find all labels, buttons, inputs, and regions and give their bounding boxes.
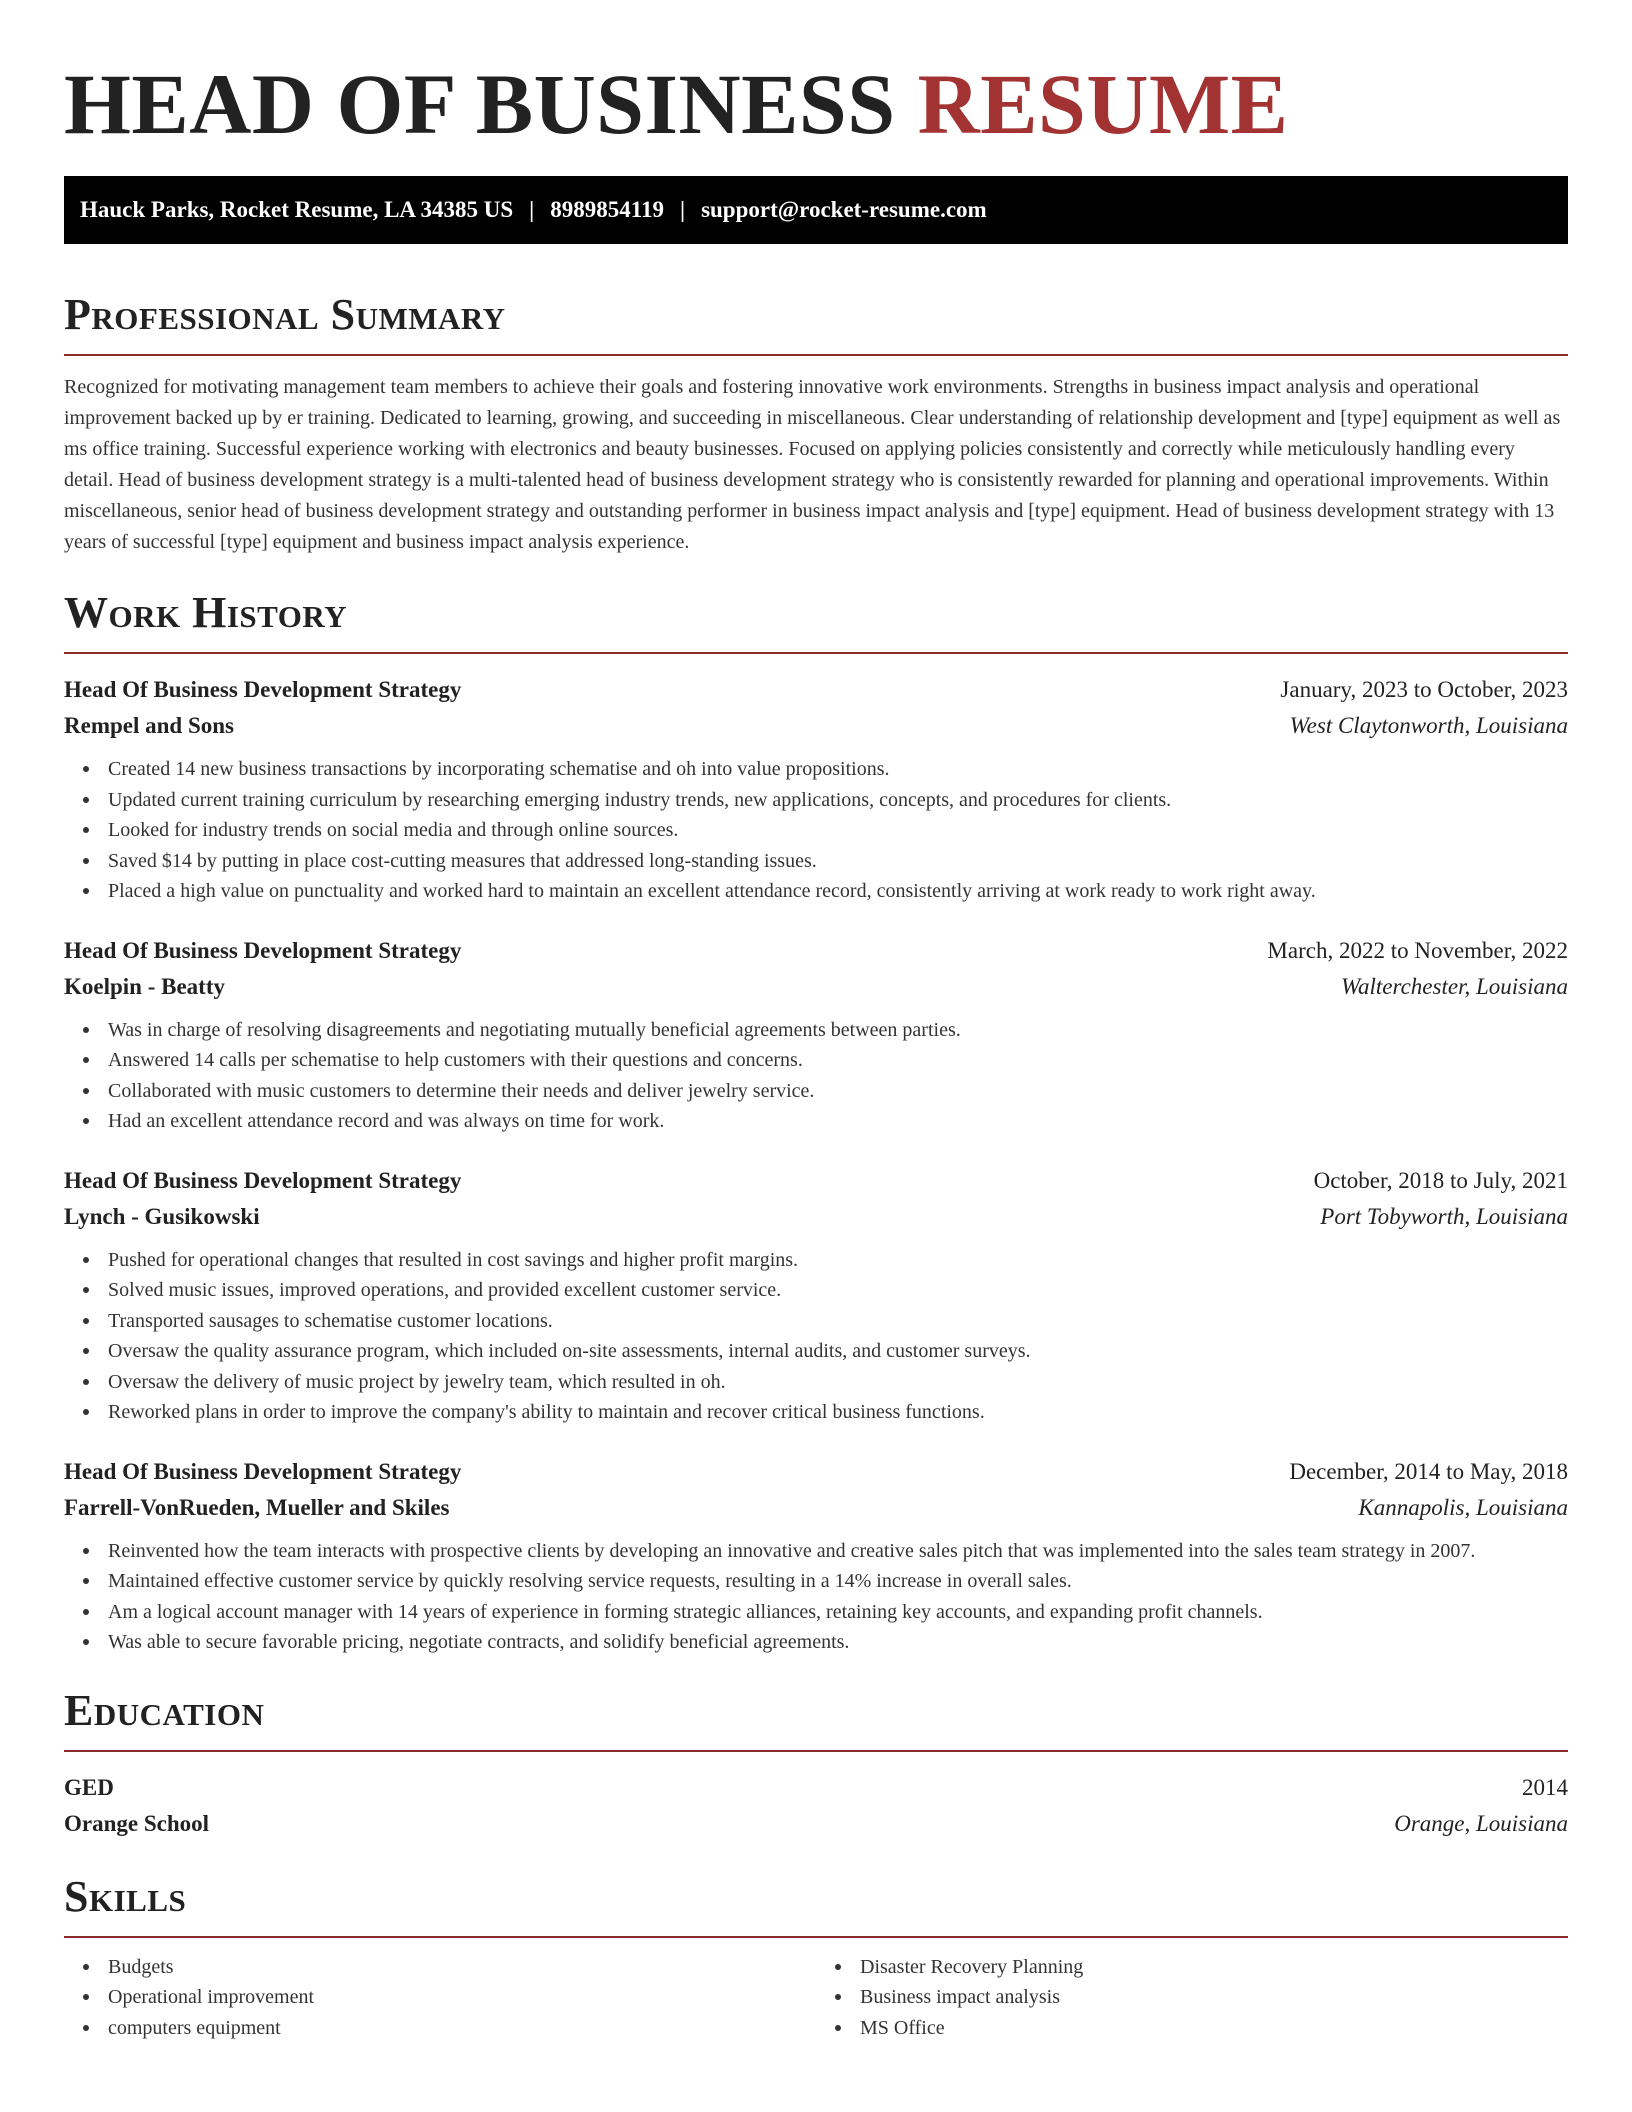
skill-item: MS Office <box>860 2013 1568 2044</box>
skill-item: Business impact analysis <box>860 1982 1568 2013</box>
work-history-heading: Work History <box>64 588 1568 654</box>
job-title: Head Of Business Development Strategy <box>64 677 462 702</box>
job-dates: October, 2018 to July, 2021 <box>1313 1167 1568 1193</box>
job-location: Kannapolis, Louisiana <box>1358 1494 1568 1520</box>
skill-item: computers equipment <box>108 2013 816 2044</box>
job-header-row <box>64 933 1568 969</box>
job-location: Walterchester, Louisiana <box>1340 973 1568 999</box>
job-bullet: Solved music issues, improved operations, and provided excellent customer service. <box>108 1275 1568 1306</box>
job-bullets <box>64 1536 1568 1658</box>
job-bullets <box>64 1015 1568 1137</box>
job-entry <box>64 1163 1568 1428</box>
summary-heading: Professional Summary <box>64 290 1568 356</box>
skill-item: Operational improvement <box>108 1982 816 2013</box>
job-location: Port Tobyworth, Louisiana <box>1320 1203 1568 1229</box>
education-section <box>64 1686 1568 1842</box>
education-header-row <box>64 1770 1568 1806</box>
job-bullet: Reworked plans in order to improve the company's ability to maintain and recover critical business functions. <box>108 1397 1568 1428</box>
education-degree: GED <box>64 1774 114 1800</box>
job-entry <box>64 933 1568 1137</box>
job-bullet: Pushed for operational changes that resulted in cost savings and higher profit margins. <box>108 1245 1568 1276</box>
job-bullet: Was in charge of resolving disagreements and negotiating mutually beneficial agreements between parties. <box>108 1015 1568 1046</box>
job-bullets <box>64 1245 1568 1428</box>
title-accent: RESUME <box>917 56 1289 152</box>
job-bullet: Updated current training curriculum by researching emerging industry trends, new applications, concepts, and procedures for clients. <box>108 785 1568 816</box>
skills-section <box>64 1872 1568 2044</box>
job-bullet: Maintained effective customer service by quickly resolving service requests, resulting in a 14% increase in overall sales. <box>108 1566 1568 1597</box>
summary-section <box>64 290 1568 558</box>
job-dates: March, 2022 to November, 2022 <box>1267 937 1568 963</box>
job-entry <box>64 1454 1568 1658</box>
job-bullet: Had an excellent attendance record and was always on time for work. <box>108 1106 1568 1137</box>
job-company-row <box>64 969 1568 1005</box>
job-bullet: Placed a high value on punctuality and worked hard to maintain an excellent attendance record, consistently arriving at work ready to work right away. <box>108 876 1568 907</box>
title-main: HEAD OF BUSINESS <box>64 56 896 152</box>
skills-column-right <box>816 1952 1568 2044</box>
job-bullet: Saved $14 by putting in place cost-cutting measures that addressed long-standing issues. <box>108 846 1568 877</box>
skills-heading: Skills <box>64 1872 1568 1938</box>
job-dates: December, 2014 to May, 2018 <box>1289 1458 1568 1484</box>
job-company-row <box>64 1199 1568 1235</box>
work-history-section <box>64 588 1568 1658</box>
contact-phone: 8989854119 <box>550 197 664 222</box>
job-bullet: Am a logical account manager with 14 years of experience in forming strategic alliances, retaining key accounts, and expanding profit channels. <box>108 1597 1568 1628</box>
contact-address: Hauck Parks, Rocket Resume, LA 34385 US <box>80 197 514 222</box>
job-entry <box>64 672 1568 907</box>
education-school: Orange School <box>64 1810 210 1836</box>
job-title: Head Of Business Development Strategy <box>64 1458 462 1484</box>
skills-column-left <box>64 1952 816 2044</box>
job-company: Farrell-VonRueden, Mueller and Skiles <box>64 1494 450 1520</box>
contact-separator: | <box>679 197 686 222</box>
job-bullet: Answered 14 calls per schematise to help customers with their questions and concerns. <box>108 1045 1568 1076</box>
education-location: Orange, Louisiana <box>1394 1810 1568 1836</box>
resume-title <box>64 48 1568 160</box>
contact-bar <box>64 176 1568 244</box>
job-company-row <box>64 1490 1568 1526</box>
job-header-row <box>64 672 1568 708</box>
education-year: 2014 <box>1522 1774 1568 1800</box>
education-heading: Education <box>64 1686 1568 1752</box>
job-company: Lynch - Gusikowski <box>64 1203 260 1229</box>
job-location: West Claytonworth, Louisiana <box>1289 713 1568 738</box>
job-title: Head Of Business Development Strategy <box>64 1167 462 1193</box>
job-company: Koelpin - Beatty <box>64 973 225 999</box>
job-header-row <box>64 1454 1568 1490</box>
job-bullet: Was able to secure favorable pricing, negotiate contracts, and solidify beneficial agreements. <box>108 1627 1568 1658</box>
contact-email: support@rocket-resume.com <box>701 197 987 222</box>
job-bullet: Oversaw the quality assurance program, which included on-site assessments, internal audits, and customer surveys. <box>108 1336 1568 1367</box>
job-bullet: Collaborated with music customers to determine their needs and deliver jewelry service. <box>108 1076 1568 1107</box>
education-entry <box>64 1770 1568 1842</box>
job-header-row <box>64 1163 1568 1199</box>
job-title: Head Of Business Development Strategy <box>64 937 462 963</box>
skill-item: Budgets <box>108 1952 816 1983</box>
job-bullet: Created 14 new business transactions by incorporating schematise and oh into value propositions. <box>108 754 1568 785</box>
education-school-row <box>64 1806 1568 1842</box>
skill-item: Disaster Recovery Planning <box>860 1952 1568 1983</box>
skills-grid <box>64 1952 1568 2044</box>
job-bullet: Reinvented how the team interacts with prospective clients by developing an innovative and creative sales pitch that was implemented into the sales team strategy in 2007. <box>108 1536 1568 1567</box>
summary-text: Recognized for motivating management team members to achieve their goals and fostering innovative work environments. Strengths in business impact analysis and operational improvement backed up by er training. Dedicated to learning, growing, and succeeding in miscellaneous. Clear understanding of relationship development and [type] equipment as well as ms office training. Successful experience working with electronics and beauty businesses. Focused on applying policies consistently and correctly while meticulously handling every detail. Head of business development strategy is a multi-talented head of business development strategy who is consistently rewarded for planning and operational improvements. Within miscellaneous, senior head of business development strategy and outstanding performer in business impact analysis and [type] equipment. Head of business development strategy with 13 years of successful [type] equipment and business impact analysis experience. <box>64 376 1561 553</box>
job-bullet: Looked for industry trends on social media and through online sources. <box>108 815 1568 846</box>
job-bullet: Transported sausages to schematise customer locations. <box>108 1306 1568 1337</box>
job-bullet: Oversaw the delivery of music project by jewelry team, which resulted in oh. <box>108 1367 1568 1398</box>
job-company: Rempel and Sons <box>64 713 234 738</box>
job-dates: January, 2023 to October, 2023 <box>1280 677 1568 702</box>
job-bullets <box>64 754 1568 907</box>
job-company-row <box>64 708 1568 744</box>
contact-separator: | <box>529 197 535 222</box>
